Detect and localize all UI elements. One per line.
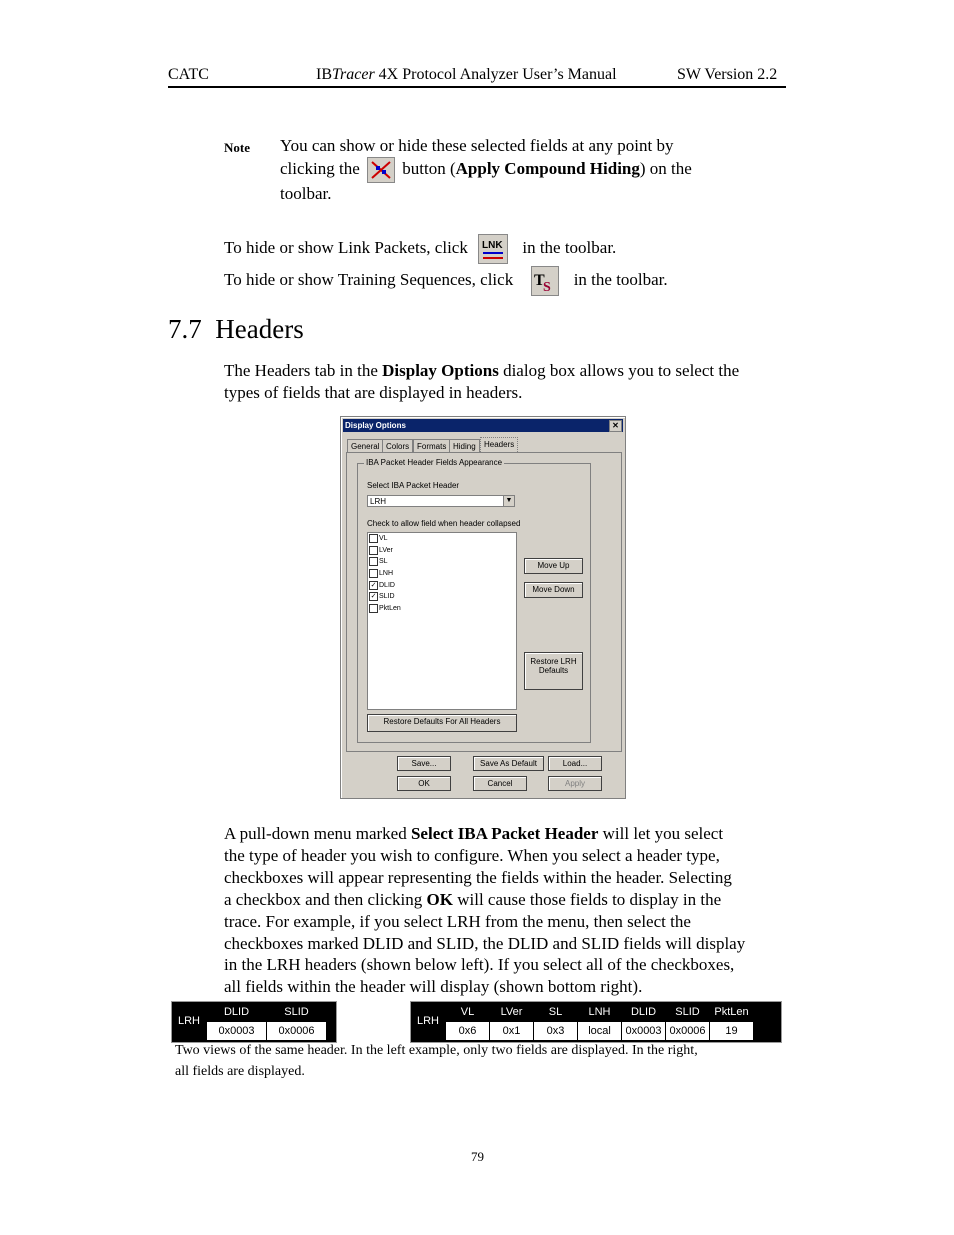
cancel-button[interactable]: Cancel xyxy=(473,776,527,791)
training-sequences-line xyxy=(224,266,668,296)
note-label: Note xyxy=(224,140,250,155)
intro-paragraph xyxy=(224,360,794,404)
checkbox-unchecked[interactable] xyxy=(369,569,378,578)
strip-label: LRH xyxy=(416,1015,439,1028)
header-select[interactable] xyxy=(367,495,515,507)
strip-column-header: SL xyxy=(548,1005,563,1018)
field-checkbox-row[interactable] xyxy=(368,591,516,603)
intro-line-1 xyxy=(224,360,794,382)
field-checkbox-row[interactable] xyxy=(368,556,516,568)
dialog-title-bar xyxy=(343,419,623,432)
checkbox-unchecked[interactable] xyxy=(369,557,378,566)
section-title: Headers xyxy=(215,314,304,344)
strip-column-value: 0x3 xyxy=(534,1022,578,1041)
note-line-2-c: ) on the xyxy=(639,158,692,178)
field-checkbox-label: SLID xyxy=(379,593,395,601)
para-line-3: checkboxes will appear representing the fields within the header. Selecting xyxy=(224,867,732,887)
para-line-6: checkboxes marked DLID and SLID, the DLID and SLID fields will display xyxy=(224,933,746,953)
strip-right-content xyxy=(411,1002,781,1041)
checkbox-checked[interactable]: ✓ xyxy=(370,593,377,601)
header-left: CATC xyxy=(168,66,209,83)
para-line-1-b: will let you select xyxy=(598,824,724,843)
field-checkbox-label: SL xyxy=(379,558,388,566)
lrh-header-expanded xyxy=(410,1001,782,1043)
group-title: IBA Packet Header Fields Appearance xyxy=(366,458,503,467)
strip-column-value: 19 xyxy=(710,1022,754,1041)
intro-line-1-b: dialog box allows you to select the xyxy=(498,361,740,380)
chevron-down-icon[interactable]: ▼ xyxy=(503,496,514,506)
para-line-1-a: A pull-down menu marked xyxy=(224,824,411,843)
checkbox-unchecked[interactable] xyxy=(369,534,378,543)
svg-text:T: T xyxy=(534,272,546,289)
save-button[interactable]: Save... xyxy=(397,756,451,771)
page-number: 79 xyxy=(471,1149,484,1164)
field-checkbox-label: LNH xyxy=(379,570,394,578)
field-checkbox-label: PktLen xyxy=(379,604,401,612)
select-header-label: Select IBA Packet Header xyxy=(367,481,460,490)
para-line-4 xyxy=(224,889,794,911)
para-line-4-a: a checkbox and then clicking xyxy=(224,889,427,909)
figure-caption xyxy=(175,1040,775,1082)
note-line-2-b: button ( xyxy=(398,158,456,178)
move-up-button[interactable]: Move Up xyxy=(524,558,583,574)
section-number: 7.7 xyxy=(168,314,202,344)
field-checkbox-row[interactable] xyxy=(368,603,516,615)
dialog-title: Display Options xyxy=(345,421,406,430)
strip-column-header: LNH xyxy=(588,1005,611,1018)
caption-line-2: all fields are displayed. xyxy=(175,1064,305,1079)
intro-line-2: types of fields that are displayed in headers. xyxy=(224,383,523,402)
tab-formats[interactable]: Formats xyxy=(413,439,450,453)
strip-left-content xyxy=(172,1002,336,1041)
strip-column-value: 0x0006 xyxy=(666,1022,710,1041)
note-line-2 xyxy=(280,157,750,183)
fields-listbox[interactable] xyxy=(367,532,517,710)
lrh-header-collapsed xyxy=(171,1001,337,1043)
link-line-text-b: in the toolbar. xyxy=(522,237,617,257)
strip-column-header: VL xyxy=(460,1005,475,1018)
header-title xyxy=(316,66,617,84)
intro-line-1-bold: Display Options xyxy=(382,361,499,380)
field-checkbox-row[interactable] xyxy=(368,568,516,580)
restore-all-defaults-button[interactable]: Restore Defaults For All Headers xyxy=(367,714,517,732)
para-line-1-bold: Select IBA Packet Header xyxy=(410,824,599,843)
field-checkbox-label: LVer xyxy=(379,546,393,554)
tab-colors[interactable]: Colors xyxy=(382,439,413,453)
field-list xyxy=(368,533,516,614)
note-line-2-a: clicking the xyxy=(280,158,360,178)
load-button[interactable]: Load... xyxy=(548,756,602,771)
header-title-suffix: 4X Protocol Analyzer User’s Manual xyxy=(374,66,617,83)
note-text xyxy=(280,135,750,205)
strip-column-header: PktLen xyxy=(714,1005,749,1018)
header-fields-group xyxy=(357,458,591,743)
para-line-4-b: will cause those fields to display in the xyxy=(452,889,722,909)
para-line-7: in the LRH headers (shown below left). If you select all of the checkboxes, xyxy=(224,955,735,975)
para-line-1 xyxy=(224,823,794,845)
header-version: SW Version 2.2 xyxy=(677,66,778,83)
note-line-2-bold: Apply Compound Hiding xyxy=(455,158,640,178)
tab-general[interactable]: General xyxy=(347,439,383,453)
intro-line-1-a: The Headers tab in the xyxy=(224,361,383,380)
strip-column-value: 0x0003 xyxy=(622,1022,666,1041)
restore-lrh-defaults-button[interactable]: Restore LRH Defaults xyxy=(524,652,583,690)
field-checkbox-row[interactable] xyxy=(368,579,516,591)
para-line-4-bold: OK xyxy=(426,889,453,909)
header-rule xyxy=(168,86,786,88)
strip-column-value: 0x1 xyxy=(490,1022,534,1041)
checkbox-unchecked[interactable] xyxy=(369,604,378,613)
strip-label: LRH xyxy=(177,1015,200,1028)
strip-column-header: DLID xyxy=(630,1005,657,1018)
headers-panel xyxy=(346,452,622,752)
strip-column-value: 0x0003 xyxy=(207,1022,267,1041)
svg-text:LNK: LNK xyxy=(482,240,503,251)
svg-text:S: S xyxy=(543,280,552,295)
link-line-text-a: To hide or show Link Packets, click xyxy=(224,237,468,257)
strip-column-header: SLID xyxy=(284,1005,309,1018)
field-checkbox-label: VL xyxy=(379,535,388,543)
save-as-default-button[interactable]: Save As Default xyxy=(473,756,544,771)
checkbox-checked[interactable]: ✓ xyxy=(370,581,377,589)
field-checkbox-row[interactable] xyxy=(368,545,516,557)
strip-column-header: LVer xyxy=(500,1005,523,1018)
select-header-paragraph xyxy=(224,823,794,998)
field-checkbox-row[interactable] xyxy=(368,533,516,545)
para-line-2: the type of header you wish to configure. When you select a header type, xyxy=(224,845,720,865)
header-select-value: LRH xyxy=(370,497,387,506)
field-checkbox-label: DLID xyxy=(379,581,395,589)
note-line-3: toolbar. xyxy=(280,184,332,203)
caption-line-1: Two views of the same header. In the left example, only two fields are displayed. In the right, xyxy=(175,1043,698,1058)
ok-button[interactable]: OK xyxy=(397,776,451,791)
close-icon[interactable]: ✕ xyxy=(609,420,622,432)
strip-column-value: 0x0006 xyxy=(267,1022,327,1041)
tab-hiding[interactable]: Hiding xyxy=(449,439,480,453)
display-options-dialog xyxy=(340,416,626,799)
section-heading xyxy=(168,314,304,345)
note-line-1: You can show or hide these selected fields at any point by xyxy=(280,136,674,155)
link-packets-icon xyxy=(478,234,508,264)
tab-headers[interactable]: Headers xyxy=(480,437,518,456)
apply-compound-hiding-icon xyxy=(367,157,395,183)
strip-column-header: SLID xyxy=(675,1005,700,1018)
strip-column-value: 0x6 xyxy=(446,1022,490,1041)
strip-column-value: local xyxy=(578,1022,622,1041)
ts-line-text-a: To hide or show Training Sequences, click xyxy=(224,269,514,289)
para-line-5: trace. For example, if you select LRH from the menu, then select the xyxy=(224,911,691,931)
check-fields-label: Check to allow field when header collapsed xyxy=(367,519,521,528)
link-packets-line xyxy=(224,234,616,264)
checkbox-unchecked[interactable] xyxy=(369,546,378,555)
para-line-8: all fields within the header will display (shown bottom right). xyxy=(224,977,643,997)
header-title-italic: Tracer xyxy=(332,66,375,83)
header-title-prefix: IB xyxy=(316,66,332,83)
apply-button[interactable]: Apply xyxy=(548,776,602,791)
ts-line-text-b: in the toolbar. xyxy=(573,269,668,289)
move-down-button[interactable]: Move Down xyxy=(524,582,583,598)
training-sequences-icon xyxy=(531,266,559,296)
strip-column-header: DLID xyxy=(223,1005,250,1018)
